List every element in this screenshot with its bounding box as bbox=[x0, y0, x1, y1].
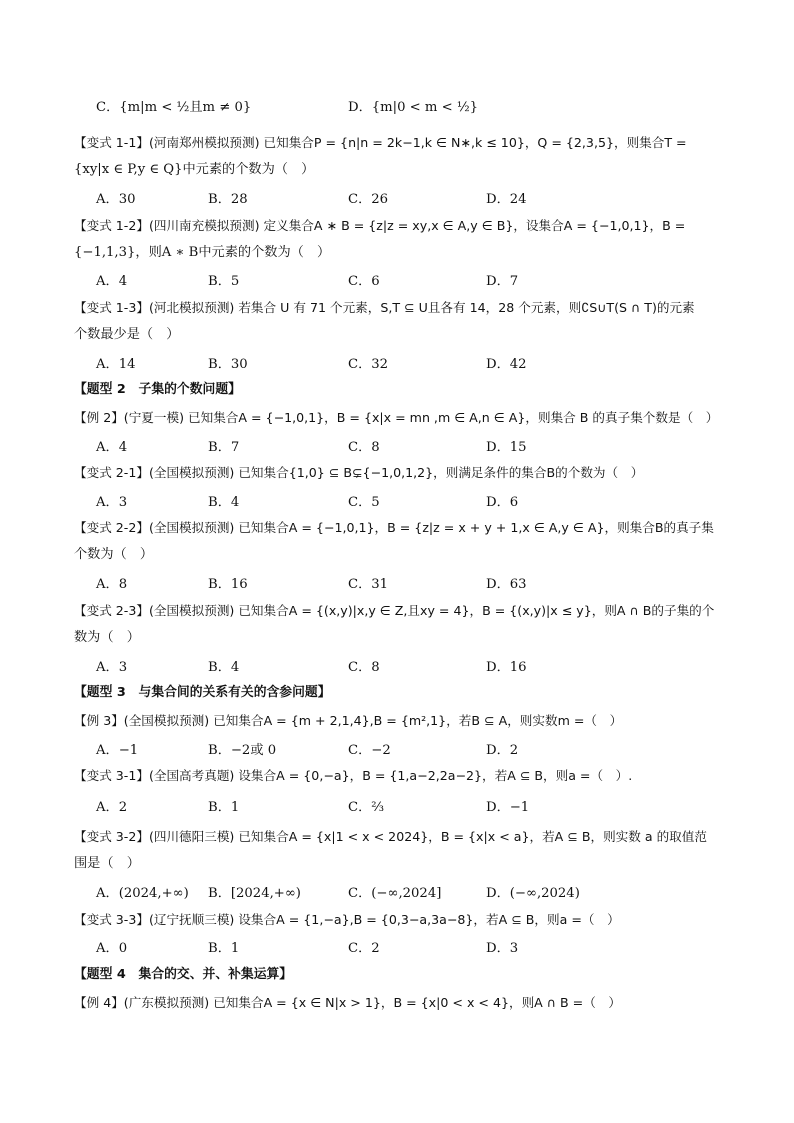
options-e2 bbox=[74, 436, 734, 456]
options-v3-3 bbox=[74, 937, 734, 957]
option-d: D．63 bbox=[486, 577, 527, 592]
option-a: A．2 bbox=[96, 800, 128, 815]
option-c: C．26 bbox=[348, 192, 389, 207]
option-d bbox=[348, 96, 478, 115]
option-c: C．2 bbox=[348, 941, 380, 956]
question-v3-2-cont: 围是（ ） bbox=[74, 856, 140, 871]
option-d: D．15 bbox=[486, 440, 527, 455]
option-b: B．7 bbox=[208, 440, 240, 455]
option-c: C．31 bbox=[348, 577, 389, 592]
question-v2-2-cont: 个数为（ ） bbox=[74, 547, 154, 562]
option-c: C．5 bbox=[348, 495, 380, 510]
question-v2-1: 【变式 2-1】(全国模拟预测) 已知集合{1,0} ⊆ B⊊{−1,0,1,2}，则满足条件的集合B的个数为（ ） bbox=[74, 465, 644, 480]
question-v3-3: 【变式 3-3】(辽宁抚顺三模) 设集合A = {1,−a},B = {0,3−a,3a−8}，若A ⊆ B，则a =（ ） bbox=[74, 912, 620, 927]
options-v1-1 bbox=[74, 188, 734, 208]
option-d: D．16 bbox=[486, 660, 527, 675]
option-c: C．32 bbox=[348, 357, 389, 372]
option-a: A．14 bbox=[96, 357, 136, 372]
option-c: C．(−∞,2024] bbox=[348, 886, 442, 901]
question-v2-2: 【变式 2-2】(全国模拟预测) 已知集合A = {−1,0,1}，B = {z|z = x + y + 1,x ∈ A,y ∈ A}，则集合B的真子集 bbox=[74, 520, 714, 535]
option-d: D．3 bbox=[486, 941, 519, 956]
question-v1-2-cont: {−1,1,3}，则A ∗ B中元素的个数为（ ） bbox=[74, 245, 331, 260]
option-c: C．6 bbox=[348, 274, 380, 289]
question-v2-3: 【变式 2-3】(全国模拟预测) 已知集合A = {(x,y)|x,y ∈ Z,且xy = 4}，B = {(x,y)|x ≤ y}，则A ∩ B的子集的个 bbox=[74, 603, 715, 618]
option-c-label: C． bbox=[96, 100, 120, 115]
question-e4: 【例 4】(广东模拟预测) 已知集合A = {x ∈ N|x > 1}，B = {x|0 < x < 4}，则A ∩ B =（ ） bbox=[74, 995, 621, 1010]
option-d: D．6 bbox=[486, 495, 519, 510]
option-d: D．2 bbox=[486, 743, 519, 758]
options-v3-1 bbox=[74, 796, 734, 816]
option-c bbox=[96, 96, 251, 115]
option-b: B．5 bbox=[208, 274, 240, 289]
option-b: B．4 bbox=[208, 660, 240, 675]
option-d-label: D． bbox=[348, 100, 372, 115]
question-e2: 【例 2】(宁夏一模) 已知集合A = {−1,0,1}，B = {x|x = mn ,m ∈ A,n ∈ A}，则集合 B 的真子集个数是（ ） bbox=[74, 410, 719, 425]
option-d: D．24 bbox=[486, 192, 527, 207]
option-a: A．4 bbox=[96, 440, 128, 455]
question-v1-1-cont: {xy|x ∈ P,y ∈ Q}中元素的个数为（ ） bbox=[74, 162, 315, 177]
option-b: B．−2或 0 bbox=[208, 743, 277, 758]
options-v3-2 bbox=[74, 882, 734, 902]
question-v1-3-cont: 个数最少是（ ） bbox=[74, 327, 180, 342]
option-b: B．28 bbox=[208, 192, 248, 207]
options-v2-3 bbox=[74, 656, 734, 676]
option-c: C．8 bbox=[348, 660, 380, 675]
option-c: C．8 bbox=[348, 440, 380, 455]
option-b: B．1 bbox=[208, 800, 240, 815]
option-a: A．30 bbox=[96, 192, 136, 207]
option-b: B．16 bbox=[208, 577, 248, 592]
question-v1-3: 【变式 1-3】(河北模拟预测) 若集合 U 有 71 个元素，S,T ⊆ U且各有 14，28 个元素，则∁S∪T(S ∩ T)的元素 bbox=[74, 300, 695, 315]
question-v1-2: 【变式 1-2】(四川南充模拟预测) 定义集合A ∗ B = {z|z = xy,x ∈ A,y ∈ B}，设集合A = {−1,0,1}，B = bbox=[74, 218, 686, 233]
option-a: A．3 bbox=[96, 660, 128, 675]
section-heading-2: 【题型 2 子集的个数问题】 bbox=[74, 382, 241, 397]
options-row-prev bbox=[74, 96, 734, 116]
option-a: A．0 bbox=[96, 941, 128, 956]
option-b: B．4 bbox=[208, 495, 240, 510]
option-a: A．(2024,+∞) bbox=[96, 886, 189, 901]
option-c: C．⅔ bbox=[348, 800, 385, 815]
options-v2-1 bbox=[74, 491, 734, 511]
options-e3 bbox=[74, 739, 734, 759]
option-d: D．42 bbox=[486, 357, 527, 372]
option-d-text: {m|0 < m < ½} bbox=[371, 100, 479, 115]
question-v3-1: 【变式 3-1】(全国高考真题) 设集合A = {0,−a}，B = {1,a−2,2a−2}，若A ⊆ B，则a =（ ）. bbox=[74, 768, 633, 783]
question-e3: 【例 3】(全国模拟预测) 已知集合A = {m + 2,1,4},B = {m²,1}，若B ⊆ A，则实数m =（ ） bbox=[74, 713, 623, 728]
option-a: A．4 bbox=[96, 274, 128, 289]
option-d: D．(−∞,2024) bbox=[486, 886, 580, 901]
option-d: D．−1 bbox=[486, 800, 530, 815]
question-v3-2: 【变式 3-2】(四川德阳三模) 已知集合A = {x|1 < x < 2024}，B = {x|x < a}，若A ⊆ B，则实数 a 的取值范 bbox=[74, 829, 707, 844]
options-v2-2 bbox=[74, 573, 734, 593]
option-c: C．−2 bbox=[348, 743, 391, 758]
option-a: A．−1 bbox=[96, 743, 139, 758]
option-b: B．1 bbox=[208, 941, 240, 956]
option-a: A．3 bbox=[96, 495, 128, 510]
option-c-text: {m|m < ½且m ≠ 0} bbox=[119, 100, 252, 115]
options-v1-3 bbox=[74, 353, 734, 373]
question-v1-1: 【变式 1-1】(河南郑州模拟预测) 已知集合P = {n|n = 2k−1,k ∈ N∗,k ≤ 10}，Q = {2,3,5}，则集合T = bbox=[74, 135, 687, 150]
option-b: B．30 bbox=[208, 357, 248, 372]
section-heading-3: 【题型 3 与集合间的关系有关的含参问题】 bbox=[74, 685, 331, 700]
question-v2-3-cont: 数为（ ） bbox=[74, 630, 140, 645]
option-b: B．[2024,+∞) bbox=[208, 886, 301, 901]
section-heading-4: 【题型 4 集合的交、并、补集运算】 bbox=[74, 967, 293, 982]
options-v1-2 bbox=[74, 270, 734, 290]
option-d: D．7 bbox=[486, 274, 519, 289]
option-a: A．8 bbox=[96, 577, 128, 592]
